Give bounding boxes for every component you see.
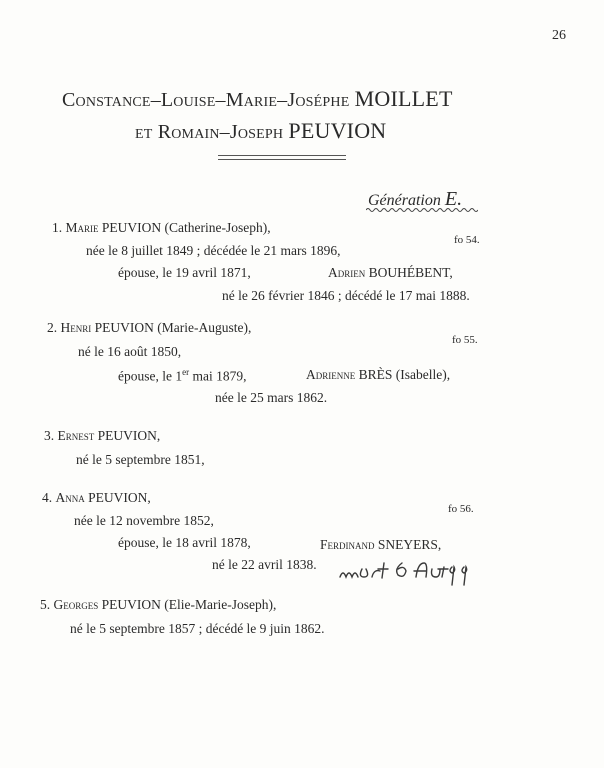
entry-3-name-line [44, 428, 160, 444]
entry-2-extra: (Marie-Auguste), [157, 320, 252, 335]
entry-2-spouse-extra: (Isabelle), [395, 367, 451, 382]
entry-1-birth: née le 8 juillet 1849 ; décédée le 21 mars 1896, [86, 243, 341, 258]
entry-4-surname: PEUVION, [88, 490, 151, 505]
entry-2-spouse-first: Adrienne [306, 367, 356, 382]
entry-5-first-name: Georges [53, 597, 99, 612]
entry-3-number: 3. [44, 428, 55, 443]
entry-1-marriage: épouse, le 19 avril 1871, [118, 265, 251, 280]
entry-1-spouse-birth: né le 26 février 1846 ; décédé le 17 mai 1888. [222, 288, 470, 303]
entry-2-marriage-post: mai 1879, [189, 368, 247, 384]
entry-4-number: 4. [42, 490, 53, 505]
entry-5-surname: PEUVION [101, 597, 161, 612]
generation-letter: E. [444, 188, 463, 210]
entry-3-first-name: Ernest [57, 428, 95, 443]
entry-2-spouse [306, 367, 450, 383]
entry-4-spouse [320, 537, 441, 553]
title-line-1 [62, 86, 453, 112]
title-line1-name: MOILLET [354, 86, 453, 111]
entry-4-name-line [42, 490, 151, 506]
entry-4-spouse-first: Ferdinand [320, 537, 375, 552]
entry-2-spouse-birth: née le 25 mars 1862. [215, 390, 328, 405]
entry-2-first-name: Henri [60, 320, 92, 335]
entry-3-birth: né le 5 septembre 1851, [76, 452, 205, 467]
entry-2-marriage-sup: er [182, 367, 190, 377]
entry-4-spouse-surname: SNEYERS, [377, 537, 442, 552]
entry-1-name-line [52, 220, 271, 236]
entry-1-number: 1. [52, 220, 63, 235]
entry-4-spouse-birth: né le 22 avril 1838. [212, 557, 317, 572]
entry-4-first-name: Anna [55, 490, 85, 505]
entry-1-spouse [328, 265, 453, 281]
entry-4-folio-ref: fo 56. [448, 503, 474, 515]
title-divider [218, 155, 346, 156]
entry-5-number: 5. [40, 597, 51, 612]
entry-1-first-name: Marie [65, 220, 99, 235]
entry-1-extra: (Catherine-Joseph), [164, 220, 271, 235]
entry-1-surname: PEUVION [101, 220, 162, 235]
title-line-2 [135, 118, 386, 144]
entry-2-surname: PEUVION [94, 320, 154, 335]
entry-1-spouse-surname: BOUHÉBENT, [368, 265, 453, 280]
entry-1-folio-ref: fo 54. [454, 234, 480, 246]
entry-4-birth: née le 12 novembre 1852, [74, 513, 214, 528]
entry-4-marriage: épouse, le 18 avril 1878, [118, 535, 251, 550]
entry-5-name-line [40, 597, 276, 613]
entry-1-spouse-first: Adrien [328, 265, 366, 280]
page-number: 26 [552, 28, 566, 43]
entry-2-spouse-surname: BRÈS [358, 367, 393, 382]
title-divider-second [218, 159, 346, 160]
title-line2-prefix: et Romain–Joseph [135, 121, 284, 143]
entry-2-marriage [118, 367, 246, 385]
entry-2-number: 2. [47, 320, 58, 335]
entry-2-birth: né le 16 août 1850, [78, 344, 182, 359]
entry-5-birth: né le 5 septembre 1857 ; décédé le 9 juin 1862. [70, 621, 325, 636]
entry-5-extra: (Elie-Marie-Joseph), [164, 597, 277, 612]
entry-2-name-line [47, 320, 251, 336]
title-line2-name: PEUVION [288, 118, 387, 143]
entry-4-handwritten-note [338, 557, 474, 587]
entry-2-folio-ref: fo 55. [452, 334, 478, 346]
title-line1-prefix: Constance–Louise–Marie–Joséphe [62, 89, 350, 111]
entry-2-marriage-pre: épouse, le 1 [118, 368, 183, 384]
generation-label: Génération [368, 192, 441, 209]
entry-3-surname: PEUVION, [97, 428, 161, 443]
generation-wavy-underline [366, 207, 478, 213]
